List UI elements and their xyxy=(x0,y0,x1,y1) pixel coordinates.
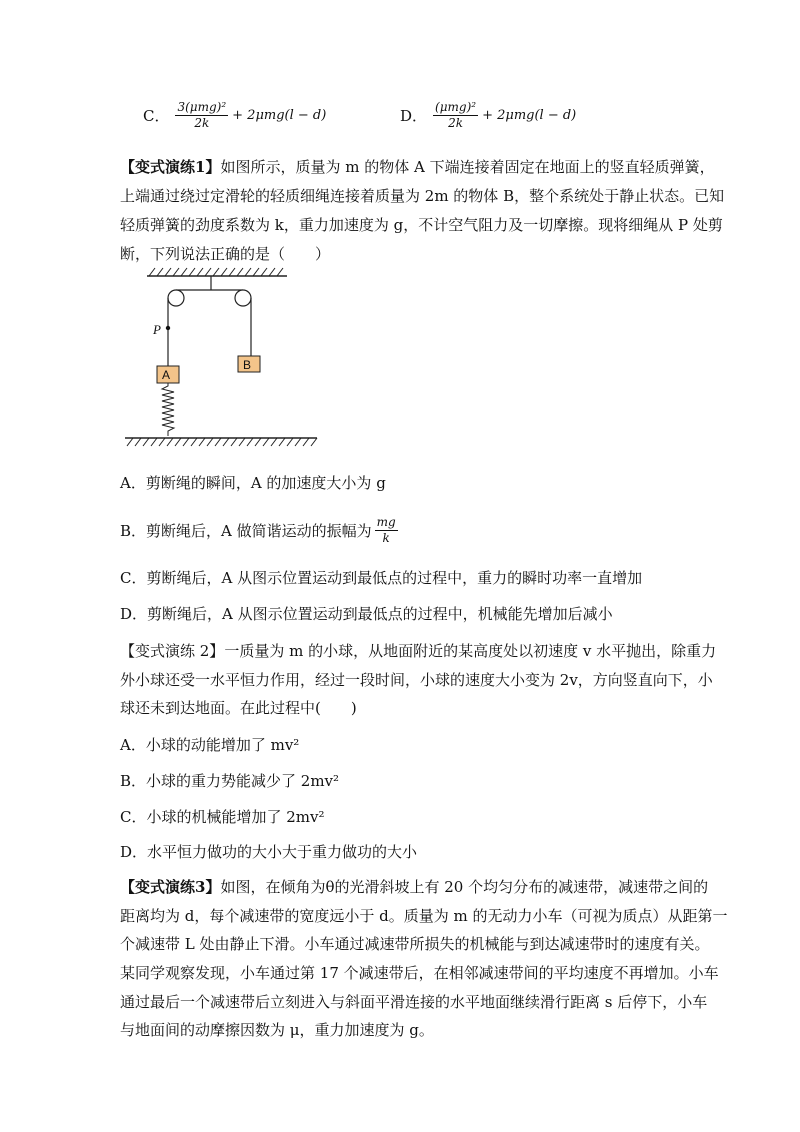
q3-text-1: 如图，在倾角为θ的光滑斜坡上有 20 个均匀分布的减速带，减速带之间的 xyxy=(220,878,709,896)
label-b: B xyxy=(243,358,252,372)
option-d-numerator: (μmg)² xyxy=(435,100,477,114)
q3-tag: 【变式演练3】 xyxy=(120,878,221,896)
q2-line-1 xyxy=(120,641,717,661)
q1-option-a: A．剪断绳的瞬间，A 的加速度大小为 g xyxy=(120,474,386,492)
q2-option-c: C．小球的机械能增加了 2mv² xyxy=(120,808,325,826)
option-c-numerator: 3(μmg)² xyxy=(177,100,227,114)
q2-tag: 【变式演练 2】 xyxy=(120,642,225,660)
q1-option-b xyxy=(120,515,398,546)
q1-line-1 xyxy=(120,157,715,177)
ground-hatch xyxy=(127,438,317,446)
pulley-spring-figure xyxy=(115,262,325,452)
option-d-tail: + 2μmg(l − d) xyxy=(482,108,577,123)
q1-option-b-denominator: k xyxy=(382,531,390,545)
q1-option-b-fraction xyxy=(375,515,398,546)
option-c-denominator: 2k xyxy=(194,116,210,130)
option-d-denominator: 2k xyxy=(448,116,463,130)
q1-option-b-text: B．剪断绳后，A 做简谐运动的振幅为 xyxy=(120,522,372,540)
q3-line-5: 通过最后一个减速带后立刻进入与斜面平滑连接的水平地面继续滑行距离 s 后停下，小车 xyxy=(120,993,708,1011)
q1-option-b-numerator: mg xyxy=(376,515,396,529)
spring xyxy=(162,383,174,436)
q3-line-4: 某同学观察发现，小车通过第 17 个减速带后，在相邻减速带间的平均速度不再增加。小车 xyxy=(120,964,719,982)
q1-option-d: D．剪断绳后，A 从图示位置运动到最低点的过程中，机械能先增加后减小 xyxy=(120,605,613,623)
ceiling-hatch xyxy=(149,268,283,276)
q3-line-1 xyxy=(120,877,709,897)
q2-text-1: 一质量为 m 的小球，从地面附近的某高度处以初速度 v 水平抛出，除重力 xyxy=(224,642,717,660)
q2-line-3: 球还未到达地面。在此过程中( ) xyxy=(120,699,357,717)
q2-line-2: 外小球还受一水平恒力作用，经过一段时间，小球的速度大小变为 2v，方向竖直向下，小 xyxy=(120,671,713,689)
q2-option-b: B．小球的重力势能减少了 2mv² xyxy=(120,772,340,790)
q2-option-a: A．小球的动能增加了 mv² xyxy=(120,736,300,754)
option-d-label: D． xyxy=(400,107,428,125)
label-p: P xyxy=(153,322,161,337)
option-c-fraction xyxy=(175,100,228,131)
option-c-label: C． xyxy=(143,107,170,125)
q2-option-d: D．水平恒力做功的大小大于重力做功的大小 xyxy=(120,843,418,861)
left-pulley xyxy=(168,290,184,306)
q3-line-2: 距离均为 d，每个减速带的宽度远小于 d。质量为 m 的无动力小车（可视为质点）从距第一 xyxy=(120,907,728,925)
q1-line-4: 断，下列说法正确的是（ ） xyxy=(120,245,331,263)
option-c-tail: + 2μmg(l − d) xyxy=(232,108,327,123)
q3-line-3: 个减速带 L 处由静止下滑。小车通过减速带所损失的机械能与到达减速带时的速度有关。 xyxy=(120,935,710,953)
option-d-top xyxy=(400,100,576,131)
label-a: A xyxy=(162,368,171,382)
right-pulley xyxy=(235,290,251,306)
q1-line-3: 轻质弹簧的劲度系数为 k，重力加速度为 g，不计空气阻力及一切摩擦。现将细绳从 P 处剪 xyxy=(120,216,723,234)
q1-tag: 【变式演练1】 xyxy=(120,158,221,176)
q1-text-1: 如图所示，质量为 m 的物体 A 下端连接着固定在地面上的竖直轻质弹簧， xyxy=(220,158,715,176)
q3-line-6: 与地面间的动摩擦因数为 μ，重力加速度为 g。 xyxy=(120,1021,434,1039)
point-p xyxy=(166,326,170,330)
option-d-fraction xyxy=(433,100,478,131)
q1-option-c: C．剪断绳后，A 从图示位置运动到最低点的过程中，重力的瞬时功率一直增加 xyxy=(120,569,643,587)
option-c-top xyxy=(143,100,326,131)
q1-line-2: 上端通过绕过定滑轮的轻质细绳连接着质量为 2m 的物体 B，整个系统处于静止状态。已知 xyxy=(120,187,725,205)
